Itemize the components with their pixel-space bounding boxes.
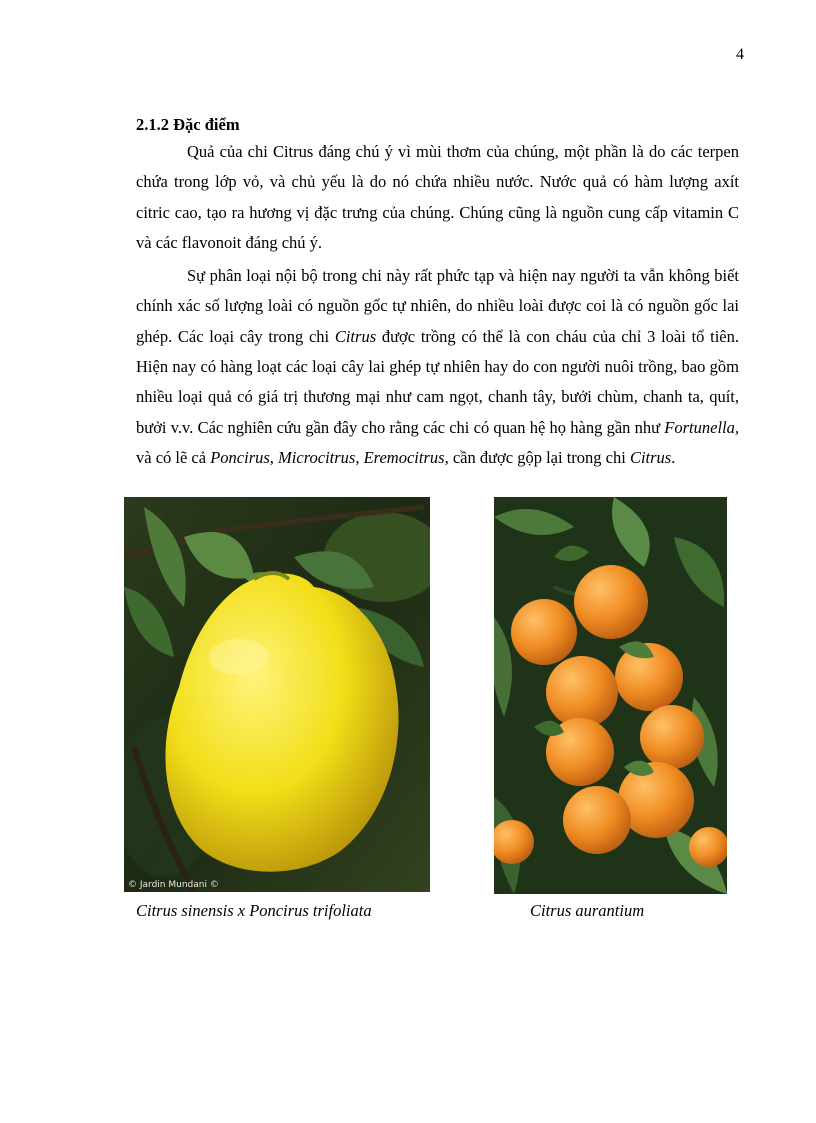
- genus-name: Eremocitrus: [363, 447, 445, 467]
- orange-illustration: [494, 497, 727, 894]
- lemon-illustration: [124, 497, 430, 892]
- text-run: .: [671, 447, 676, 467]
- section-heading: 2.1.2 Đặc điểm: [136, 115, 240, 134]
- text-run: ,: [269, 447, 279, 467]
- page-number: 4: [736, 46, 744, 63]
- genus-name: Poncirus: [210, 447, 270, 467]
- figure-caption-right: Citrus aurantium: [530, 901, 645, 920]
- genus-name: Fortunella: [664, 417, 735, 437]
- text-run: , cần được gộp lại trong chi: [444, 447, 630, 467]
- lemon-fruit-photo: [124, 497, 430, 892]
- photo-watermark: © Jardin Mundani ©: [128, 880, 219, 890]
- paragraph-2: [136, 261, 739, 473]
- text-run: , và có lẽ cả: [136, 417, 739, 467]
- genus-name: Citrus: [334, 326, 377, 346]
- genus-name: Microcitrus: [278, 447, 356, 467]
- body-text: [136, 137, 739, 473]
- genus-name: Citrus: [629, 447, 672, 467]
- paragraph-1: Quả của chi Citrus đáng chú ý vì mùi thơm của chúng, một phần là do các terpen chứa trong lớp vỏ, và chủ yếu là do nó chứa nhiều nước. Nước quả có hàm lượng axít citric cao, tạo ra hương vị đặc trưng của chúng. Chúng cũng là nguồn cung cấp vitamin C và các flavonoit đáng chú ý.: [136, 142, 739, 252]
- figure-caption-left: Citrus sinensis x Poncirus trifoliata: [136, 901, 372, 920]
- text-run: Sự phân loại nội bộ trong chi này rất phức tạp và hiện nay người ta vẫn không biết chính xác số lượng loài có nguồn gốc tự nhiên, do nhiều loài được coi là có nguồn gốc lai ghép. Các loại cây trong chi: [136, 266, 739, 346]
- orange-cluster-photo: [494, 497, 727, 894]
- text-run: ,: [355, 447, 364, 467]
- text-run: được trồng có thể là con cháu của chỉ 3 loài tổ tiên. Hiện nay có hàng loạt các loại cây lai ghép tự nhiên hay do con người nuôi trồng, bao gồm nhiều loại quả có giá trị thương mại như cam ngọt, chanh tây, bưởi chùm, chanh ta, quít, bưởi v.v. Các nghiên cứu gần đây cho rằng các chi có quan hệ họ hàng gần như: [136, 326, 739, 437]
